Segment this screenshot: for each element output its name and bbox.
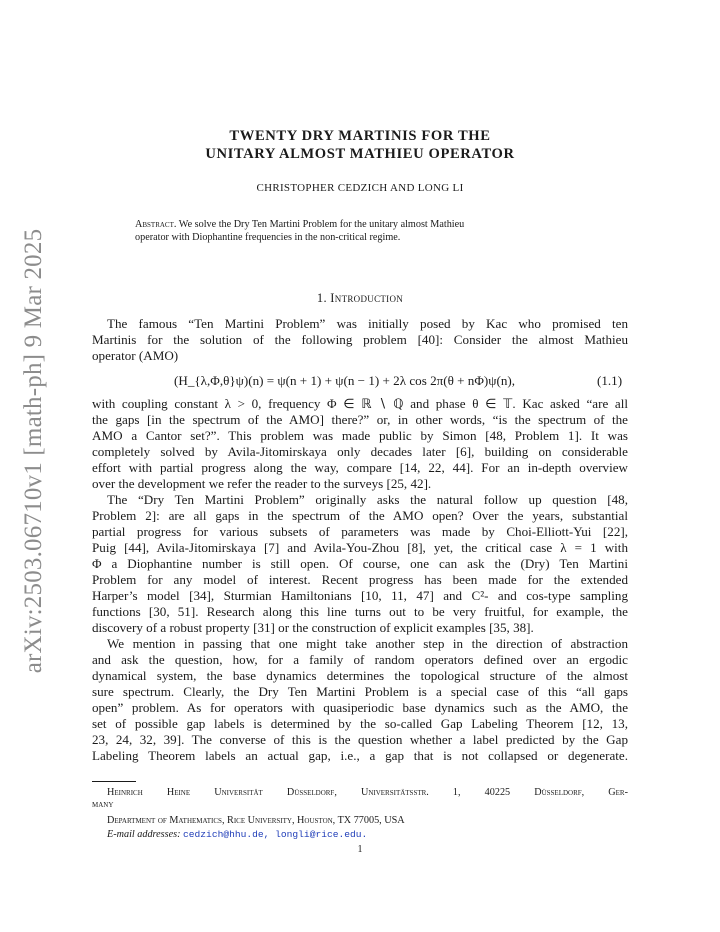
body-line: Φ a Diophantine number is still open. Of course, one can ask the (Dry) Ten Martini [92, 556, 628, 571]
body-line: Martinis for the solution of the following problem [40]: Consider the almost Mathieu [92, 332, 628, 347]
body-line: The “Dry Ten Martini Problem” originally asks the natural follow up question [48, [107, 492, 628, 507]
paper-authors: CHRISTOPHER CEDZICH AND LONG LI [256, 182, 464, 194]
paper-title-line-2: UNITARY ALMOST MATHIEU OPERATOR [205, 146, 515, 162]
body-line: partial progress for various subsets of parameters was made by Choi-Elliott-Yui [22], [92, 524, 628, 539]
body-line: dynamical system, the base dynamics determines the topological structure of the almost [92, 668, 628, 683]
body-line: sure spectrum. Clearly, the Dry Ten Martini Problem is a special case of this “all gaps [92, 684, 628, 699]
body-line: Labeling Theorem labels an actual gap, i.e., a gap that is not collapsed or degenerate. [92, 748, 628, 763]
email-label: E-mail addresses: [107, 829, 181, 840]
body-line: Harper’s model [34], Sturmian Hamiltonians [10, 11, 47] and C²- and cos-type sampling [92, 588, 628, 603]
body-line: Problem for any model of interest. Recent progress has been made for the extended [92, 572, 628, 587]
equation-number: (1.1) [597, 373, 623, 388]
body-line: effort with partial progress along the way, compare [14, 22, 44]. For an in-depth overview [92, 460, 628, 475]
body-line: functions [30, 51]. Research along this line turns out to be very fruitful, for example, the [92, 604, 628, 619]
abstract [135, 218, 585, 244]
body-line: AMO a Cantor set?”. This problem was made public by Simon [48, Problem 1]. It was [92, 428, 628, 443]
body-line: and ask the question, how, for a family of random operators defined over an ergodic [92, 652, 628, 667]
section-heading: 1. Introduction [316, 291, 404, 305]
paper-title-line-1: TWENTY DRY MARTINIS FOR THE [229, 128, 491, 144]
body-line: open” problem. As for operators with quasiperiodic base dynamics such as the AMO, the [92, 700, 628, 715]
body-line: discovery of a robust property [31] or the construction of explicit examples [35, 38]. [92, 620, 534, 635]
body-line: The famous “Ten Martini Problem” was initially posed by Kac who promised ten [107, 316, 628, 331]
body-line: 23, 24, 32, 39]. The converse of this is the question whether a label predicted by the Gap [92, 732, 628, 747]
affiliation-1-continued: many [92, 799, 114, 810]
page-number: 1 [357, 844, 363, 855]
body-line: Puig [44], Avila-Jitomirskaya [7] and Avila-You-Zhou [8], yet, the critical case λ = 1 with [92, 540, 628, 555]
body-line: Problem 2]: are all gaps in the spectrum of the AMO open? Over the years, substantial [92, 508, 628, 523]
body-line: with coupling constant λ > 0, frequency Φ ∈ ℝ ∖ ℚ and phase θ ∈ 𝕋. Kac asked “are all [92, 396, 628, 411]
arxiv-stamp [10, 228, 58, 674]
email-line [107, 829, 643, 841]
affiliation-1: Heinrich Heine Universität Düsseldorf, Universitätsstr. 1, 40225 Düsseldorf, Ger- [107, 787, 628, 798]
body-line: completely solved by Avila-Jitomirskaya only decades later [6], building on considerable [92, 444, 628, 459]
abstract-label: Abstract. [135, 219, 177, 230]
equation: (H_{λ,Φ,θ}ψ)(n) = ψ(n + 1) + ψ(n − 1) + 2λ cos 2π(θ + nΦ)ψ(n), [174, 373, 516, 388]
abstract-line-1: We solve the Dry Ten Martini Problem for the unitary almost Mathieu [176, 219, 465, 230]
body-line: the gaps [in the spectrum of the AMO] there?” or, in other words, “is the spectrum of the [92, 412, 628, 427]
footnote-rule [92, 781, 136, 782]
body-line: over the development we refer the reader to the surveys [25, 42]. [92, 476, 432, 491]
email-links[interactable]: cedzich@hhu.de, longli@rice.edu. [183, 829, 368, 840]
body-line: operator (AMO) [92, 348, 179, 363]
body-line: set of possible gap labels is determined by the so-called Gap Labeling Theorem [12, 13, [92, 716, 628, 731]
body-line: We mention in passing that one might take another step in the direction of abstraction [107, 636, 628, 651]
abstract-line-2: operator with Diophantine frequencies in the non-critical regime. [135, 232, 401, 243]
arxiv-stamp-text: arXiv:2503.06710v1 [math-ph] 9 Mar 2025 [20, 228, 47, 674]
affiliation-2: Department of Mathematics, Rice University, Houston, TX 77005, USA [107, 815, 405, 826]
